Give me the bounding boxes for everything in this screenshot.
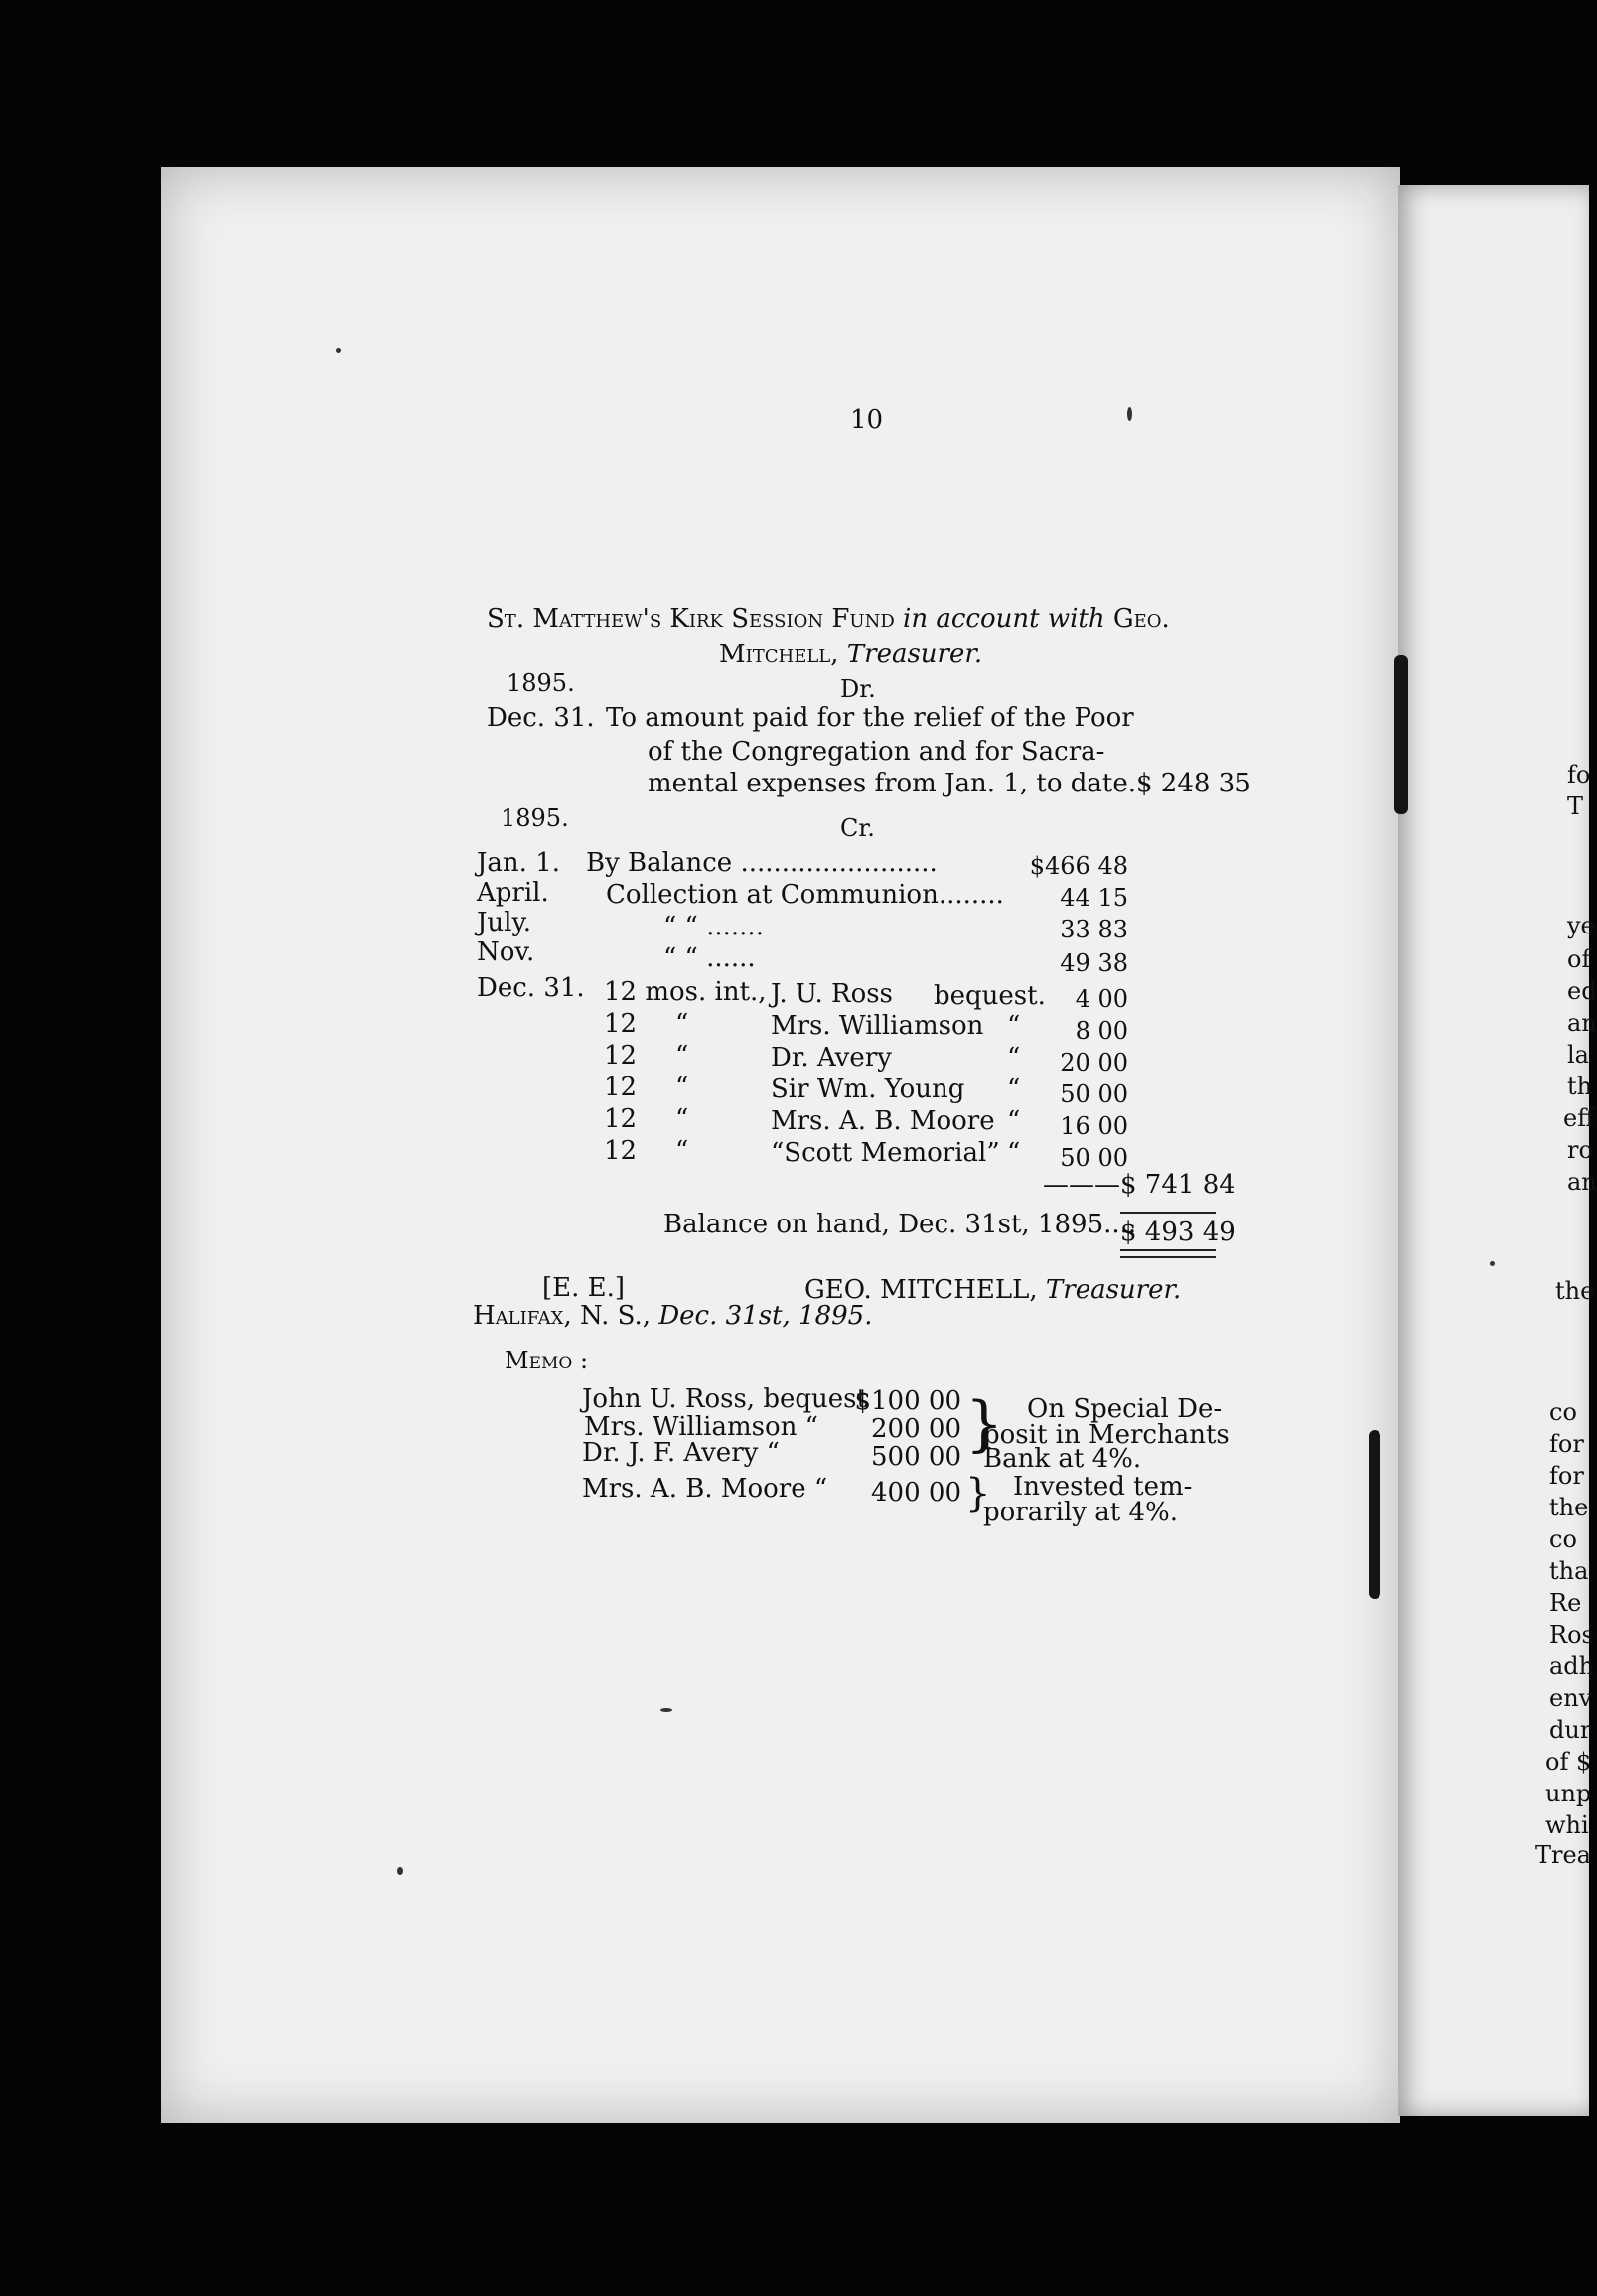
next-page-fragment: ye bbox=[1567, 912, 1595, 939]
interest-months: 12 bbox=[604, 1073, 638, 1102]
signature-place-line bbox=[473, 1303, 872, 1329]
credit-amount: 49 38 bbox=[1060, 949, 1128, 977]
title-treasurer: Treasurer. bbox=[846, 640, 983, 669]
credit-desc: Collection at Communion........ bbox=[606, 880, 1004, 910]
next-page-fragment: fo bbox=[1567, 761, 1591, 789]
interest-months: 12 bbox=[604, 1136, 638, 1166]
next-page-fragment: la bbox=[1567, 1041, 1589, 1069]
memo-amount: 400 00 bbox=[871, 1478, 961, 1507]
speck bbox=[397, 1867, 403, 1875]
memo-amount: 500 00 bbox=[871, 1442, 961, 1472]
memo-note2-line-2: porarily at 4%. bbox=[983, 1498, 1178, 1527]
next-page-fragment: whi bbox=[1545, 1811, 1589, 1839]
interest-ditto: “ bbox=[675, 1104, 689, 1134]
credit-desc: By Balance ........................ bbox=[586, 848, 938, 878]
interest-ditto: “ bbox=[675, 1041, 689, 1071]
title-geo: Geo. bbox=[1112, 604, 1170, 634]
memo-note1-line-3: Bank at 4%. bbox=[983, 1444, 1142, 1474]
memo-note2-line-1: Invested tem- bbox=[1013, 1472, 1193, 1502]
interest-suffix: “ bbox=[1007, 1138, 1021, 1168]
credit-desc: “ “ ...... bbox=[663, 943, 756, 973]
credit-date: Jan. 1. bbox=[477, 848, 561, 878]
signature-name: GEO. MITCHELL, bbox=[804, 1275, 1038, 1305]
interest-months: 12 bbox=[604, 1104, 638, 1134]
interest-amount: 16 00 bbox=[1060, 1112, 1128, 1140]
memo-brace-2: } bbox=[965, 1471, 991, 1516]
title-line-2 bbox=[719, 642, 982, 667]
next-page-fragment: for bbox=[1549, 1462, 1584, 1490]
interest-suffix: bequest. bbox=[934, 981, 1046, 1011]
next-page-fragment: ed bbox=[1567, 977, 1597, 1005]
credit-amount: 44 15 bbox=[1060, 884, 1128, 912]
next-page-fragment: dur bbox=[1549, 1716, 1592, 1744]
next-page-fragment: an bbox=[1567, 1168, 1597, 1196]
debit-year: 1895. bbox=[507, 669, 575, 697]
debit-line-1: To amount paid for the relief of the Poor bbox=[606, 703, 1134, 733]
debit-heading: Dr. bbox=[840, 675, 876, 703]
interest-suffix: “ bbox=[1007, 1043, 1021, 1073]
binding-mark bbox=[1394, 655, 1408, 814]
credit-year: 1895. bbox=[501, 804, 569, 832]
next-page-fragment: the bbox=[1555, 1277, 1595, 1305]
balance-rule-bottom-2 bbox=[1120, 1256, 1216, 1258]
next-page-fragment: adh bbox=[1549, 1652, 1595, 1680]
interest-name: “Scott Memorial” bbox=[771, 1138, 1000, 1168]
debit-line-2: of the Congregation and for Sacra- bbox=[648, 737, 1105, 767]
interest-name: Dr. Avery bbox=[771, 1043, 892, 1073]
interest-name: Mrs. A. B. Moore bbox=[771, 1106, 995, 1136]
credit-amount: 33 83 bbox=[1060, 916, 1128, 943]
title-line-1 bbox=[487, 606, 1170, 632]
balance-rule-bottom-1 bbox=[1120, 1249, 1216, 1251]
interest-amount: 4 00 bbox=[1075, 985, 1128, 1013]
next-page-fragment: eff bbox=[1563, 1104, 1595, 1132]
signature-place: Halifax, N. S., bbox=[473, 1301, 652, 1331]
credit-date: April. bbox=[477, 878, 549, 908]
interest-amount: 50 00 bbox=[1060, 1080, 1128, 1108]
signature-initials: [E. E.] bbox=[542, 1273, 626, 1303]
next-page-fragment: tha bbox=[1549, 1557, 1589, 1585]
memo-amount: $100 00 bbox=[854, 1386, 961, 1416]
memo-name: Dr. J. F. Avery “ bbox=[582, 1438, 780, 1468]
balance-amount: $ 493 49 bbox=[1120, 1218, 1235, 1247]
interest-date: Dec. 31. bbox=[477, 973, 585, 1003]
next-page-fragment: an bbox=[1567, 1009, 1597, 1037]
next-page-fragment: of bbox=[1567, 945, 1591, 973]
memo-label: Memo : bbox=[505, 1347, 589, 1374]
interest-months: 12 bbox=[604, 1009, 638, 1039]
memo-note1-line-2: posit in Merchants bbox=[983, 1420, 1230, 1450]
title-mitchell: Mitchell, bbox=[719, 640, 839, 669]
next-page-fragment: th bbox=[1567, 1073, 1593, 1100]
interest-suffix: “ bbox=[1007, 1075, 1021, 1104]
interest-amount: 50 00 bbox=[1060, 1144, 1128, 1172]
signature-role: Treasurer. bbox=[1045, 1275, 1182, 1305]
signature-date: Dec. 31st, 1895. bbox=[658, 1301, 873, 1331]
interest-name: J. U. Ross bbox=[771, 979, 893, 1009]
page-number: 10 bbox=[850, 405, 884, 435]
next-page-fragment: for bbox=[1549, 1430, 1584, 1458]
next-page-fragment: of $ bbox=[1545, 1748, 1592, 1776]
next-page-fragment: Trea bbox=[1535, 1841, 1591, 1869]
credit-heading: Cr. bbox=[840, 814, 875, 842]
interest-ditto: “ bbox=[675, 1009, 689, 1039]
credit-amount: $466 48 bbox=[1029, 852, 1128, 880]
speck bbox=[336, 348, 341, 353]
next-page-fragment: co bbox=[1549, 1525, 1577, 1553]
next-page-fragment: unp bbox=[1545, 1780, 1592, 1807]
next-page-fragment: Re bbox=[1549, 1589, 1582, 1617]
credit-desc: “ “ ....... bbox=[663, 912, 764, 941]
interest-amount: 20 00 bbox=[1060, 1049, 1128, 1076]
next-page-fragment: the bbox=[1549, 1494, 1589, 1521]
interest-name: Sir Wm. Young bbox=[771, 1075, 965, 1104]
next-page-fragment: ro bbox=[1567, 1136, 1593, 1164]
interest-amount: 8 00 bbox=[1075, 1017, 1128, 1045]
debit-line-3: mental expenses from Jan. 1, to date.$ 248 35 bbox=[648, 769, 1251, 798]
interest-name: Mrs. Williamson bbox=[771, 1011, 984, 1041]
interest-suffix: “ bbox=[1007, 1106, 1021, 1136]
interest-months: 12 bbox=[604, 1041, 638, 1071]
signature-line bbox=[804, 1277, 1181, 1303]
memo-name: John U. Ross, bequest bbox=[582, 1384, 867, 1414]
memo-amount: 200 00 bbox=[871, 1414, 961, 1444]
next-page-fragment: co bbox=[1549, 1398, 1577, 1426]
memo-name: Mrs. Williamson “ bbox=[584, 1412, 818, 1442]
debit-date: Dec. 31. bbox=[487, 703, 595, 733]
interest-ditto: “ bbox=[675, 1073, 689, 1102]
memo-name: Mrs. A. B. Moore “ bbox=[582, 1474, 828, 1504]
speck bbox=[660, 1708, 672, 1712]
title-in-account: in account with bbox=[903, 604, 1105, 634]
credit-total: ———$ 741 84 bbox=[1043, 1170, 1235, 1200]
speck bbox=[1490, 1261, 1495, 1266]
binding-mark bbox=[1369, 1430, 1380, 1599]
interest-months: 12 mos. int., bbox=[604, 977, 767, 1007]
next-page-fragment: Ros bbox=[1549, 1621, 1594, 1649]
credit-date: Nov. bbox=[477, 937, 535, 967]
balance-label: Balance on hand, Dec. 31st, 1895.... bbox=[663, 1210, 1137, 1239]
interest-suffix: “ bbox=[1007, 1011, 1021, 1041]
next-page-fragment: T bbox=[1567, 792, 1584, 820]
title-fund-name: St. Matthew's Kirk Session Fund bbox=[487, 604, 895, 634]
memo-brace-1: } bbox=[965, 1389, 1004, 1459]
memo-note1-line-1: On Special De- bbox=[1027, 1394, 1223, 1424]
next-page-fragment: env bbox=[1549, 1684, 1593, 1712]
credit-date: July. bbox=[477, 908, 531, 937]
speck bbox=[1127, 407, 1132, 421]
interest-ditto: “ bbox=[675, 1136, 689, 1166]
